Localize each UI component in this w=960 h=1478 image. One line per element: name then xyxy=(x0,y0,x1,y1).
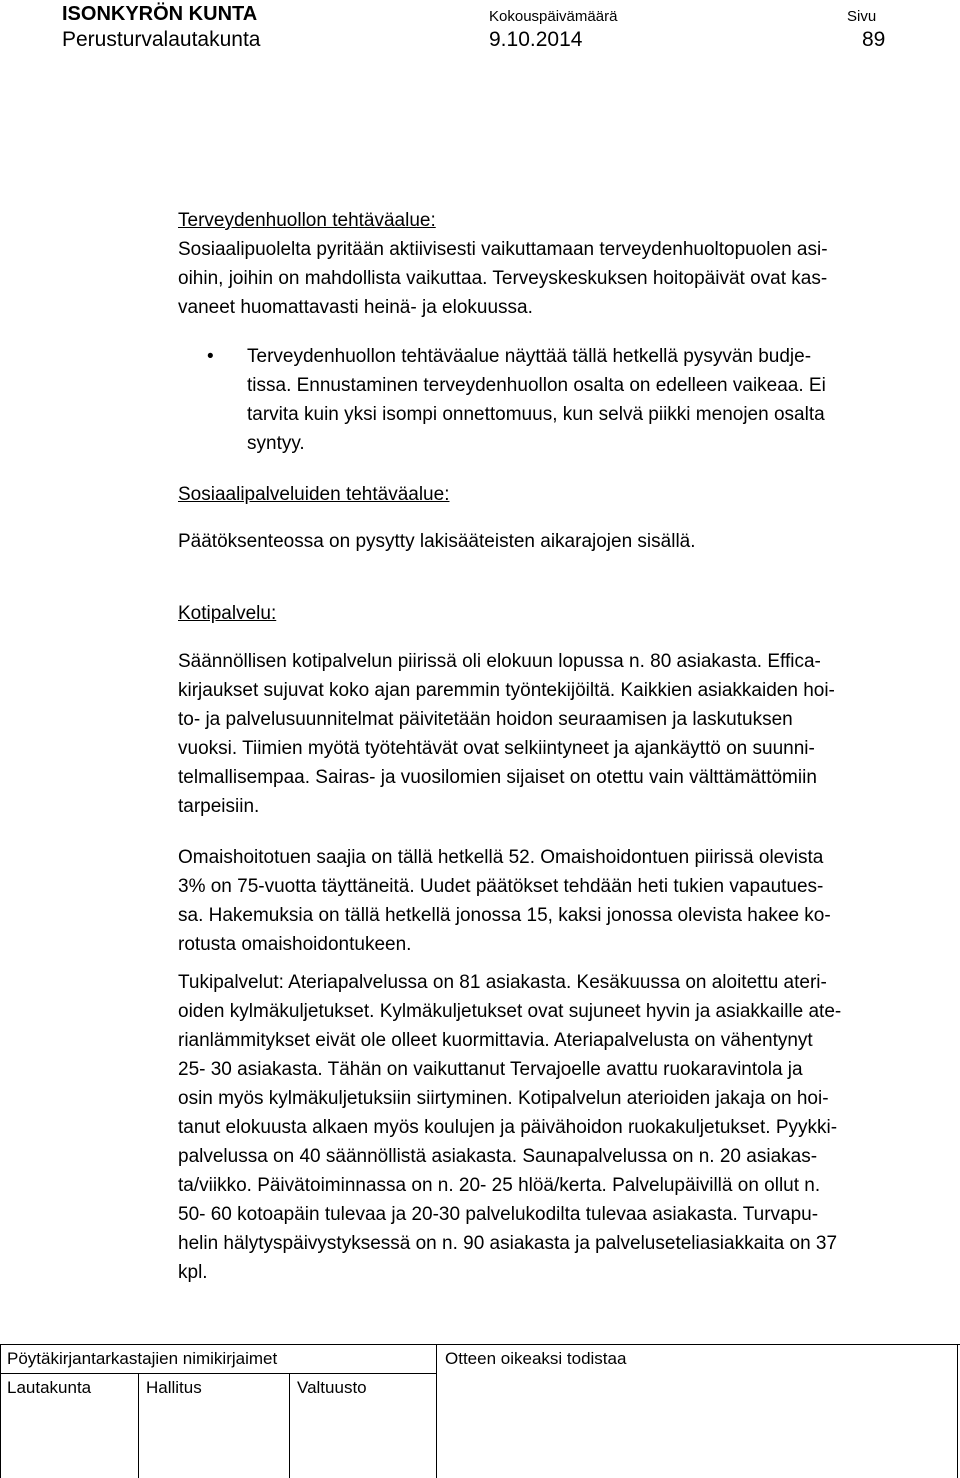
board-name: Perusturvalautakunta xyxy=(62,28,261,51)
paragraph-line: Terveydenhuollon tehtäväalue näyttää tällä hetkellä pysyvän budje- xyxy=(247,346,812,367)
paragraph-line: vuoksi. Tiimien myötä työtehtävät ovat selkiintyneet ja ajankäyttö on suunni- xyxy=(178,738,815,759)
page-number: 89 xyxy=(862,28,886,51)
paragraph-line: tarpeisiin. xyxy=(178,796,260,817)
health-paragraph xyxy=(178,235,938,322)
paragraph-line: Tukipalvelut: Ateriapalvelussa on 81 asiakasta. Kesäkuussa on aloitettu ateri- xyxy=(178,972,827,993)
column-lautakunta: Lautakunta xyxy=(7,1378,92,1397)
column-valtuusto: Valtuusto xyxy=(297,1378,367,1397)
paragraph-line: osin myös kylmäkuljetuksiin siirtyminen. Kotipalvelun aterioiden jakaja on hoi- xyxy=(178,1088,829,1109)
table-border-left xyxy=(0,1344,1,1478)
table-divider xyxy=(436,1344,437,1478)
paragraph-line: Säännöllisen kotipalvelun piirissä oli elokuun lopussa n. 80 asiakasta. Effica- xyxy=(178,651,821,672)
certified-copy-label: Otteen oikeaksi todistaa xyxy=(445,1349,627,1368)
paragraph-line: oiden kylmäkuljetukset. Kylmäkuljetukset ovat sujuneet hyvin ja asiakkaille ate- xyxy=(178,1001,842,1022)
paragraph-line: sa. Hakemuksia on tällä hetkellä jonossa 15, kaksi jonossa olevista hakee ko- xyxy=(178,905,831,926)
paragraph-line: rianlämmitykset eivät ole olleet kuormittavia. Ateriapalvelusta on vähentynyt xyxy=(178,1030,813,1051)
paragraph-line: vaneet huomattavasti heinä- ja elokuussa. xyxy=(178,297,533,318)
paragraph-line: Omaishoitotuen saajia on tällä hetkellä 52. Omaishoidontuen piirissä olevista xyxy=(178,847,824,868)
paragraph-line: 25- 30 asiakasta. Tähän on vaikuttanut Tervajoelle avattu ruokaravintola ja xyxy=(178,1059,803,1080)
paragraph-line: syntyy. xyxy=(247,433,305,454)
bullet-icon: • xyxy=(207,346,214,367)
paragraph-line: tarvita kuin yksi isompi onnettomuus, kun selvä piikki menojen osalta xyxy=(247,404,825,425)
table-divider xyxy=(0,1373,436,1374)
signatures-label: Pöytäkirjantarkastajien nimikirjaimet xyxy=(7,1349,278,1368)
meeting-date-label: Kokouspäivämäärä xyxy=(489,8,618,25)
paragraph-line: 3% on 75-vuotta täyttäneitä. Uudet päätökset tehdään heti tukien vapautues- xyxy=(178,876,824,897)
social-text: Päätöksenteossa on pysytty lakisääteisten aikarajojen sisällä. xyxy=(178,531,696,552)
caregiver-paragraph xyxy=(178,843,938,959)
table-border-top xyxy=(0,1344,960,1345)
health-heading: Terveydenhuollon tehtäväalue: xyxy=(178,210,436,231)
paragraph-line: kirjaukset sujuvat koko ajan paremmin työntekijöiltä. Kaikkien asiakkaiden hoi- xyxy=(178,680,835,701)
paragraph-line: Sosiaalipuolelta pyritään aktiivisesti vaikuttamaan terveydenhuoltopuolen asi- xyxy=(178,239,828,260)
table-divider xyxy=(289,1373,290,1478)
health-bullet-paragraph xyxy=(247,342,937,458)
paragraph-line: 50- 60 kotoapäin tulevaa ja 20-30 palvelukodilta tulevaa asiakasta. Turvapu- xyxy=(178,1204,819,1225)
meeting-date: 9.10.2014 xyxy=(489,28,583,51)
paragraph-line: ta/viikko. Päivätoiminnassa on n. 20- 25 hlöä/kerta. Palvelupäivillä on ollut n. xyxy=(178,1175,821,1196)
support-paragraph xyxy=(178,968,938,1287)
paragraph-line: kpl. xyxy=(178,1262,208,1283)
table-divider xyxy=(138,1373,139,1478)
social-heading: Sosiaalipalveluiden tehtäväalue: xyxy=(178,484,450,505)
table-border-right xyxy=(957,1344,958,1478)
column-hallitus: Hallitus xyxy=(146,1378,202,1397)
paragraph-line: oihin, joihin on mahdollista vaikuttaa. Terveyskeskuksen hoitopäivät ovat kas- xyxy=(178,268,828,289)
paragraph-line: rotusta omaishoidontukeen. xyxy=(178,934,412,955)
paragraph-line: telmallisempaa. Sairas- ja vuosilomien sijaiset on otettu vain välttämättömiin xyxy=(178,767,817,788)
paragraph-line: tanut elokuusta alkaen myös koulujen ja päivähoidon ruokakuljetukset. Pyykki- xyxy=(178,1117,838,1138)
paragraph-line: helin hälytyspäivystyksessä on n. 90 asiakasta ja palveluseteliasiakkaita on 37 xyxy=(178,1233,838,1254)
page-label: Sivu xyxy=(847,8,877,25)
organization-name: ISONKYRÖN KUNTA xyxy=(62,3,258,25)
home-care-heading: Kotipalvelu: xyxy=(178,603,277,624)
paragraph-line: to- ja palvelusuunnitelmat päivitetään hoidon seuraamisen ja laskutuksen xyxy=(178,709,793,730)
paragraph-line: tissa. Ennustaminen terveydenhuollon osalta on edelleen vaikeaa. Ei xyxy=(247,375,826,396)
paragraph-line: palvelussa on 40 säännöllistä asiakasta. Saunapalvelussa on n. 20 asiakas- xyxy=(178,1146,818,1167)
footer-signature-table xyxy=(0,1344,960,1478)
home-care-paragraph xyxy=(178,647,938,821)
